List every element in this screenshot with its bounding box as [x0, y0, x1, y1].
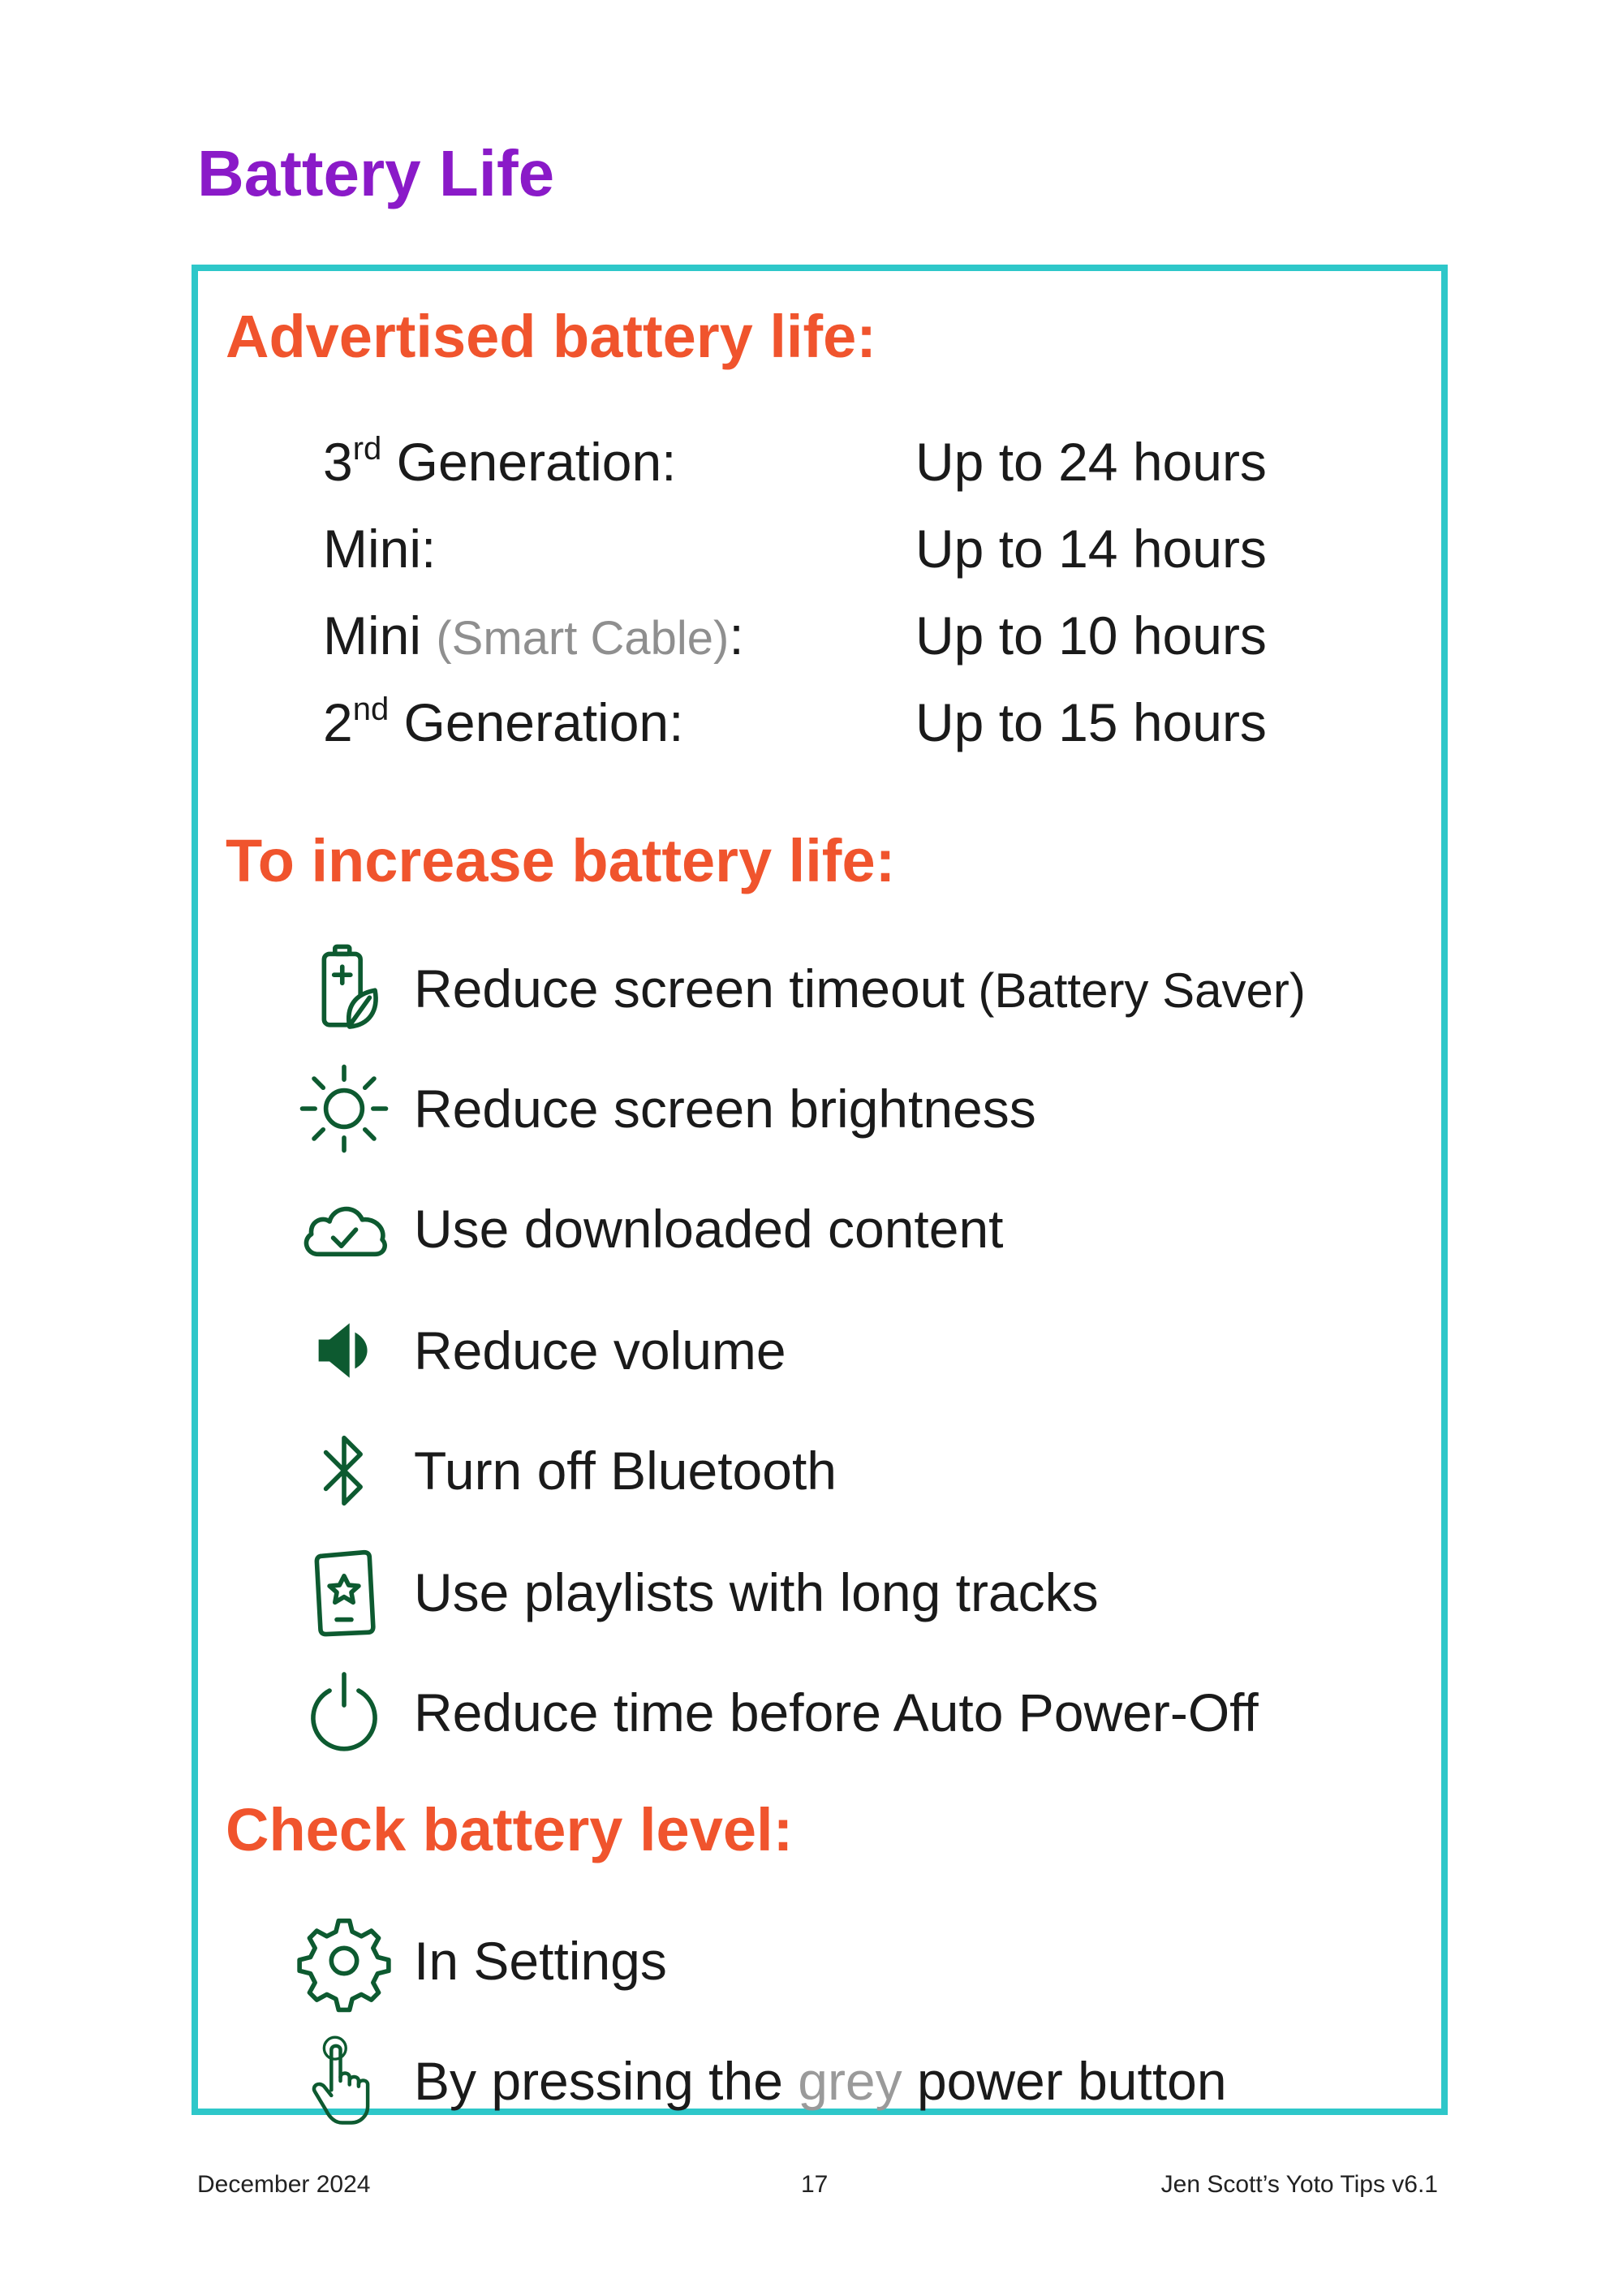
tip-screen-timeout [295, 940, 1431, 1037]
smart-cable-note: (Smart Cable) [436, 612, 730, 665]
power-icon [295, 1664, 393, 1761]
generation-row-mini-smart-cable [323, 595, 1410, 676]
speaker-volume-icon [295, 1302, 393, 1399]
generation-name: 2nd Generation: [323, 691, 684, 752]
footer-date: December 2024 [197, 2171, 371, 2198]
check-press-button [295, 2032, 1431, 2130]
battery-duration: Up to 10 hours [915, 605, 1267, 666]
check-heading: Check battery level: [226, 1796, 794, 1863]
tip-text: Reduce volume [414, 1320, 786, 1381]
battery-duration: Up to 14 hours [915, 519, 1267, 579]
footer-doc-title: Jen Scott’s Yoto Tips v6.1 [1160, 2171, 1438, 2198]
gear-icon [295, 1912, 393, 2010]
grey-word: grey [798, 2051, 902, 2111]
tip-volume [295, 1302, 1431, 1399]
bluetooth-icon [295, 1422, 393, 1519]
tip-text: By pressing the grey power button [414, 2051, 1227, 2111]
generation-name: Mini: [323, 519, 437, 579]
tip-brightness [295, 1060, 1431, 1157]
battery-saver-icon [295, 940, 393, 1037]
hand-press-icon [295, 2032, 393, 2130]
tip-text: Turn off Bluetooth [414, 1441, 837, 1501]
generation-name: Mini (Smart Cable): [323, 605, 744, 666]
tip-playlists [295, 1544, 1431, 1641]
battery-info-panel [192, 265, 1448, 2115]
tip-text: Reduce time before Auto Power-Off [414, 1682, 1259, 1742]
page-title: Battery Life [197, 137, 555, 209]
battery-duration: Up to 15 hours [915, 692, 1267, 752]
playlist-card-icon [295, 1544, 393, 1641]
tip-text: Reduce screen brightness [414, 1079, 1036, 1139]
generation-row-3rd [323, 421, 1410, 502]
tip-text: In Settings [414, 1931, 667, 1991]
generation-name: 3rd Generation: [323, 431, 677, 492]
generation-row-mini [323, 508, 1410, 589]
tip-downloaded-content [295, 1180, 1431, 1277]
cloud-check-icon [295, 1180, 393, 1277]
footer-page-number: 17 [801, 2171, 829, 2198]
generation-row-2nd [323, 682, 1410, 763]
tip-auto-power-off [295, 1664, 1431, 1761]
tip-bluetooth [295, 1422, 1431, 1519]
check-in-settings [295, 1912, 1431, 2010]
advertised-heading: Advertised battery life: [226, 303, 876, 370]
tip-text: Use downloaded content [414, 1199, 1004, 1259]
tip-text: Reduce screen timeout (Battery Saver) [414, 958, 1306, 1019]
sun-brightness-icon [295, 1060, 393, 1157]
increase-heading: To increase battery life: [226, 827, 896, 894]
tip-text: Use playlists with long tracks [414, 1562, 1099, 1622]
battery-duration: Up to 24 hours [915, 432, 1267, 492]
